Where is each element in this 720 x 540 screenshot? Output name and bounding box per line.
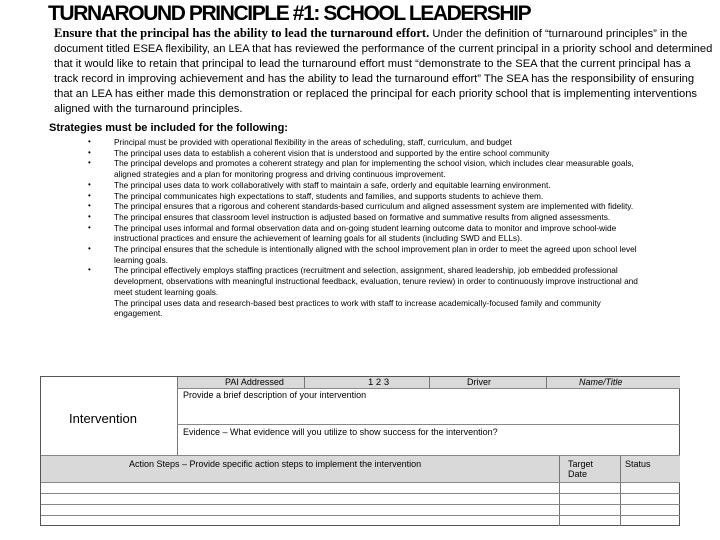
strategy-text: The principal ensures that the schedule is intentionally aligned with the school improvement plan in order to meet the agreed upon school level learning goals. <box>114 244 637 265</box>
strategy-text: The principal ensures that classroom level instruction is adjusted based on formative and summative results from aligned assessments. <box>114 211 611 222</box>
intro-lead: Ensure that the principal has the ability to lead the turnaround effort. <box>54 26 430 40</box>
name-title-label: Name/Title <box>579 377 623 387</box>
bullet-icon: • <box>88 179 91 189</box>
bullet-icon: • <box>88 190 91 200</box>
bullet-icon: • <box>88 244 91 254</box>
strategy-item <box>88 137 648 148</box>
action-row <box>41 482 680 483</box>
strategies-list <box>88 137 648 319</box>
strategy-text: The principal develops and promotes a coherent strategy and plan for implementing the school vision, which includes clear measurable goals, aligned strategies and a plan for monitoring progress and driving continuous improvement. <box>114 158 634 180</box>
intervention-form <box>40 376 680 526</box>
bullet-icon: • <box>88 158 91 168</box>
action-row <box>41 493 680 494</box>
strategy-item <box>88 244 648 265</box>
bullet-icon: • <box>88 265 91 275</box>
bullet-icon: • <box>88 211 91 221</box>
bullet-icon: • <box>88 137 91 146</box>
strategy-item <box>88 180 648 191</box>
strategy-continuation: The principal uses data and research-based best practices to work with staff to increase academically-focused family and community engagement. <box>114 297 601 319</box>
driver-label: Driver <box>467 377 491 387</box>
strategy-text: Principal must be provided with operational flexibility in the areas of scheduling, staff, curriculum, and budget <box>114 137 512 147</box>
page-title: TURNAROUND PRINCIPLE #1: SCHOOL LEADERSHIP <box>48 2 531 25</box>
action-steps-label: Action Steps – Provide specific action steps to implement the intervention <box>129 459 422 469</box>
strategy-item <box>88 201 648 212</box>
action-row <box>41 504 680 505</box>
strategy-text: The principal effectively employs staffing practices (recruitment and selection, assignment, shared leadership, job embedded professional development, observations with meaningful instructional feedback, evaluation, tenure review) in order to continuously improve instructional and meet student learning goals. <box>114 265 638 297</box>
strategy-text: The principal communicates high expectations to staff, students and families, and supports students to achieve them. <box>114 190 544 201</box>
strategy-text: The principal ensures that a rigorous and coherent standards-based curriculum and aligned assessment system are implemented with fidelity. <box>114 201 634 212</box>
target-date-label: Target Date <box>568 459 594 479</box>
intro-body: Under the definition of “turnaround principles” in the document titled ESEA flexibility, an LEA that has reviewed the performance of the current principal in a priority school and determined that it would like to retain that principal to lead the turnaround effort must “demonstrate to the SEA that the current principal has a track record in improving achievement and has the ability to lead the turnaround effort” The SEA has the responsibility of ensuring that an LEA has either made this demonstration or replaced the principal for each priority school that is implementing interventions aligned with the turnaround principles. <box>54 28 713 115</box>
description-prompt: Provide a brief description of your intervention <box>183 390 367 400</box>
bullet-icon: • <box>88 147 91 157</box>
strategy-item <box>88 148 648 159</box>
evidence-prompt: Evidence – What evidence will you utilize to show success for the intervention? <box>183 427 498 437</box>
action-row <box>41 515 680 516</box>
strategy-item <box>88 212 648 223</box>
strategy-text: The principal uses informal and formal observation data and on-going student learning outcome data to monitor and improve school-wide instructional practices and ensure the achievement of learning goals for all students (including SWD and ELLs). <box>114 222 617 244</box>
strategy-item <box>88 191 648 202</box>
strategy-text: The principal uses data to work collaboratively with staff to maintain a safe, orderly and equitable learning environment. <box>114 179 551 190</box>
status-label: Status <box>625 459 651 469</box>
pai-label: PAI Addressed <box>225 377 284 387</box>
pai-numbers: 1 2 3 <box>368 377 390 388</box>
bullet-icon: • <box>88 222 91 232</box>
strategy-item <box>88 223 648 244</box>
intro-paragraph <box>54 26 714 116</box>
strategy-item <box>88 265 648 297</box>
strategy-item <box>88 158 648 179</box>
strategy-text: The principal uses data to establish a coherent vision that is understood and supported by the entire school community <box>114 147 550 158</box>
bullet-icon: • <box>88 201 91 211</box>
intervention-label: Intervention <box>69 411 137 426</box>
strategies-heading: Strategies must be included for the following: <box>49 122 288 134</box>
